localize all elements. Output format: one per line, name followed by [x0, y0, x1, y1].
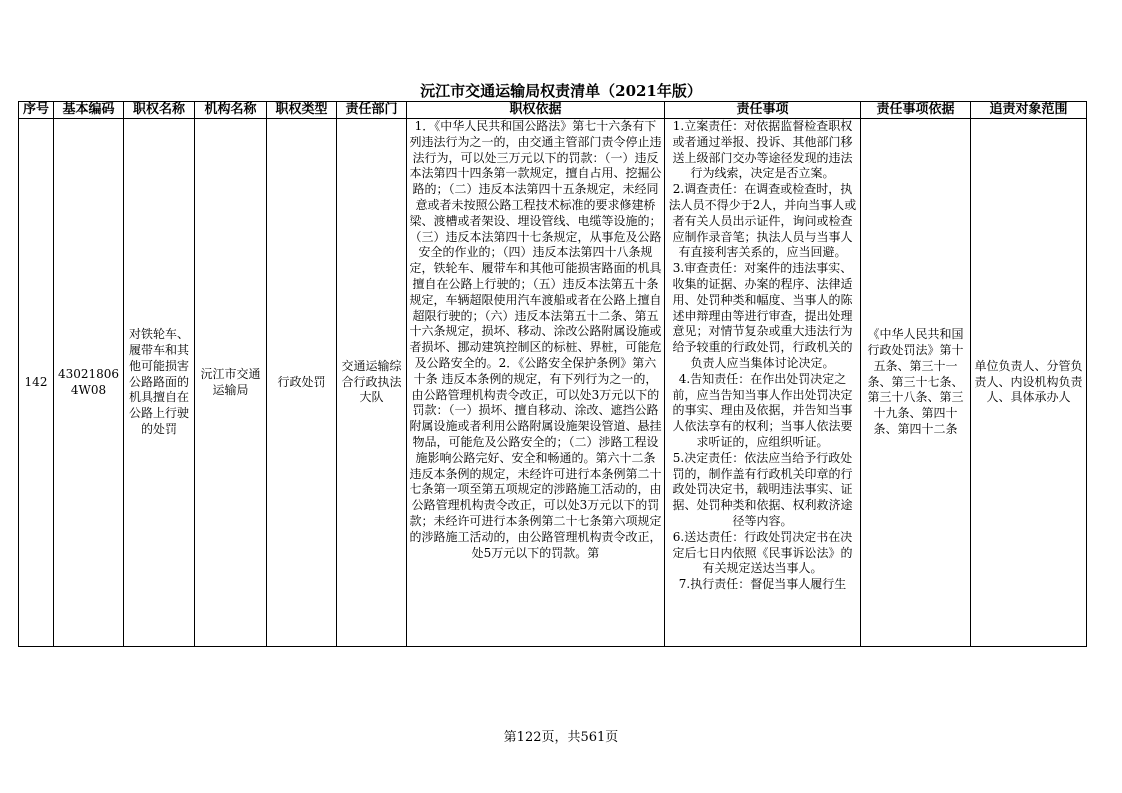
cell-power-name: 对铁轮车、履带车和其他可能损害公路路面的机具擅自在公路上行驶的处罚 [124, 119, 195, 647]
cell-department: 交通运输综合行政执法大队 [337, 119, 407, 647]
table-row [19, 119, 1087, 647]
duties-list [667, 119, 858, 646]
cell-seq: 142 [19, 119, 54, 647]
cell-duty-basis: 《中华人民共和国行政处罚法》第十五条、第三十一条、第三十七条、第三十八条、第三十九条、第四十条、第四十二条 [861, 119, 971, 647]
header-duty-basis: 责任事项依据 [861, 102, 971, 119]
cell-basis [407, 119, 665, 647]
header-power-name: 职权名称 [124, 102, 195, 119]
header-code: 基本编码 [54, 102, 124, 119]
header-duties: 责任事项 [665, 102, 861, 119]
header-org: 机构名称 [195, 102, 267, 119]
cell-code: 430218064W08 [54, 119, 124, 647]
header-seq: 序号 [19, 102, 54, 119]
document-title: 沅江市交通运输局权责清单（2021年版） [420, 82, 702, 100]
cell-duties [665, 119, 861, 647]
duty-item: 7.执行责任：督促当事人履行生 [678, 577, 847, 592]
power-list-table [18, 101, 1087, 647]
duty-item: 5.决定责任：依法应当给予行政处罚的，制作盖有行政机关印章的行政处罚决定书，载明违法事实、证据、处罚种类和依据、权利救济途径等内容。 [672, 450, 853, 528]
header-accountability: 追责对象范围 [971, 102, 1087, 119]
cell-org: 沅江市交通运输局 [195, 119, 267, 647]
duty-item: 4.告知责任：在作出处罚决定之前，应当告知当事人作出处罚决定的事实、理由及依据，并告知当事人依法享有的权利；当事人依法要求听证的，应组织听证。 [672, 371, 853, 449]
duty-item: 6.送达责任：行政处罚决定书在决定后七日内依照《民事诉讼法》的有关规定送达当事人。 [672, 529, 853, 576]
duty-item: 2.调查责任：在调查或检查时，执法人员不得少于2人，并向当事人或者有关人员出示证件，询问或检查应制作录音笔；执法人员与当事人有直接利害关系的，应当回避。 [668, 182, 857, 260]
duty-item: 3.审查责任：对案件的违法事实、收集的证据、办案的程序、法律适用、处罚种类和幅度、当事人的陈述申辩理由等进行审查，提出处理意见；对情节复杂或重大违法行为给予较重的行政处罚，行政机关的负责人应当集体讨论决定。 [672, 261, 853, 370]
table-header-row [19, 102, 1087, 119]
duty-item: 1.立案责任：对依据监督检查职权或者通过举报、投诉、其他部门移送上级部门交办等途径发现的违法行为线索，决定是否立案。 [672, 119, 853, 181]
cell-accountability: 单位负责人、分管负责人、内设机构负责人、具体承办人 [971, 119, 1087, 647]
cell-power-type: 行政处罚 [267, 119, 337, 647]
header-basis: 职权依据 [407, 102, 665, 119]
basis-text: 1．《中华人民共和国公路法》第七十六条有下列违法行为之一的，由交通主管部门责令停止违法行为，可以处三万元以下的罚款：（一）违反本法第四十四条第一款规定，擅自占用、挖掘公路的；（二）违反本法第四十五条规定，未经同意或者未按照公路工程技术标准的要求修建桥梁、渡槽或者架设、埋设管线、电缆等设施的；（三）违反本法第四十七条规定，从事危及公路安全的作业的；（四）违反本法第四十八条规定，铁轮车、履带车和其他可能损害路面的机具擅自在公路上行驶的；（五）违反本法第五十条规定，车辆超限使用汽车渡船或者在公路上擅自超限行驶的；（六）违反本法第五十二条、第五十六条规定，损坏、移动、涂改公路附属设施或者损坏、挪动建筑控制区的标桩、界桩，可能危及公路安全的。2．《公路安全保护条例》第六十条 违反本条例的规定，有下列行为之一的，由公路管理机构责令改正，可以处3万元以下的罚款：（一）损坏、擅自移动、涂改、遮挡公路附属设施或者利用公路附属设施架设管道、悬挂物品，可能危及公路安全的；（二）涉路工程设施影响公路完好、安全和畅通的。第六十二条 违反本条例的规定，未经许可进行本条例第二十七条第一项至第五项规定的涉路施工活动的，由公路管理机构责令改正，可以处3万元以下的罚款；未经许可进行本条例第二十七条第六项规定的涉路施工活动的，由公路管理机构责令改正，处5万元以下的罚款。第 [409, 119, 662, 560]
header-department: 责任部门 [337, 102, 407, 119]
page-number: 第122页，共561页 [503, 730, 619, 745]
header-power-type: 职权类型 [267, 102, 337, 119]
